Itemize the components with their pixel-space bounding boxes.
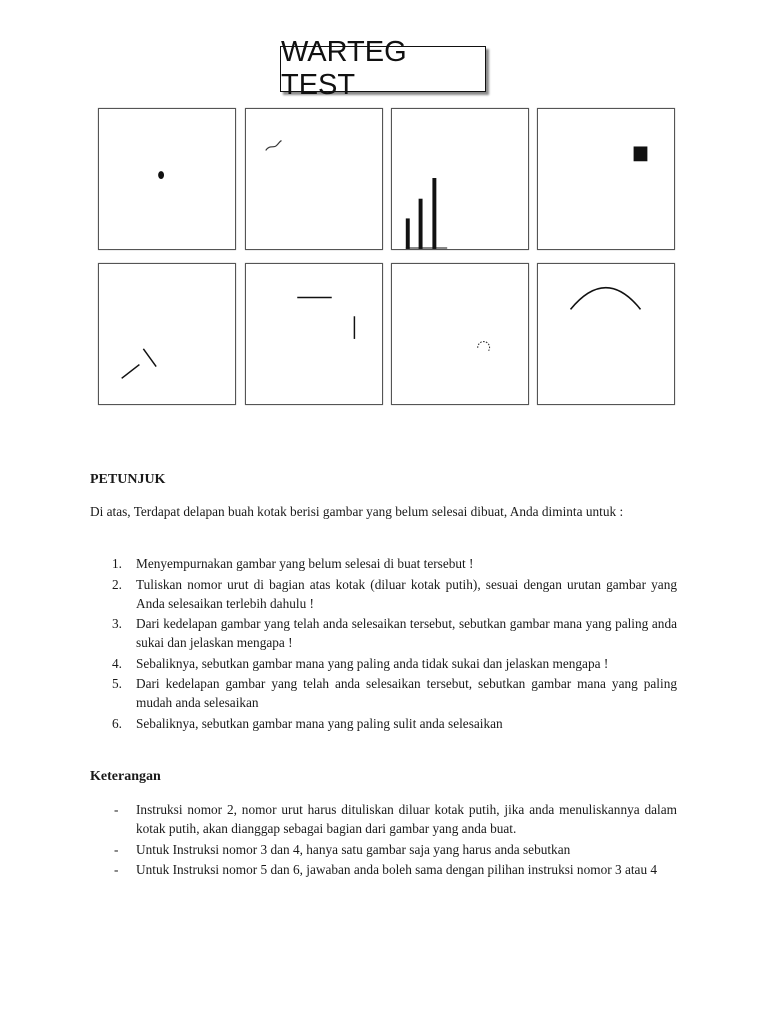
instruction-item	[90, 554, 677, 573]
instruction-number: 3.	[112, 616, 122, 631]
dot-stimulus	[99, 109, 235, 249]
instruction-text: Dari kedelapan gambar yang telah anda selesaikan tersebut, sebutkan gambar mana yang paling anda sukai dan jelaskan mengapa !	[136, 616, 677, 650]
dotted-arc-stimulus	[392, 264, 528, 404]
note-item	[90, 840, 677, 859]
instruction-item	[90, 714, 677, 733]
instruction-text: Dari kedelapan gambar yang telah anda selesaikan tersebut, sebutkan gambar mana yang paling mudah anda selesaikan	[136, 676, 677, 710]
stimulus-box-7-dotted-arc	[391, 263, 529, 405]
two-diagonal-lines-stimulus	[99, 264, 235, 404]
instruction-number: 1.	[112, 556, 122, 571]
instruction-text: Tuliskan nomor urut di bagian atas kotak (diluar kotak putih), sesuai dengan urutan gambar yang Anda selesaikan terlebih dahulu !	[136, 576, 677, 611]
instruction-text: Sebaliknya, sebutkan gambar mana yang paling sulit anda selesaikan	[136, 715, 503, 731]
note-item	[90, 800, 677, 838]
note-text: Instruksi nomor 2, nomor urut harus dituliskan diluar kotak putih, jika anda menuliskannya dalam kotak putih, akan dianggap sebagai bagian dari gambar yang anda buat.	[136, 802, 677, 836]
instruction-number: 5.	[112, 676, 122, 691]
horizontal-and-vertical-lines-stimulus	[246, 264, 382, 404]
stimulus-box-4-square	[537, 108, 675, 250]
instruction-item	[90, 614, 677, 652]
stimulus-box-1-dot	[98, 108, 236, 250]
instruction-item	[90, 654, 677, 673]
instruction-number: 6.	[112, 715, 122, 731]
note-bullet: -	[114, 841, 119, 857]
instructions-list	[90, 554, 677, 734]
instructions-intro: Di atas, Terdapat delapan buah kotak berisi gambar yang belum selesai dibuat, Anda diminta untuk :	[90, 504, 624, 519]
instruction-text: Sebaliknya, sebutkan gambar mana yang paling anda tidak sukai dan jelaskan mengapa !	[136, 655, 609, 671]
wavy-line-stimulus	[246, 109, 382, 249]
ascending-bars-stimulus	[392, 109, 528, 249]
notes-heading: Keterangan	[90, 769, 161, 784]
instruction-item	[90, 674, 677, 712]
notes-list	[90, 800, 677, 881]
note-text: Untuk Instruksi nomor 3 dan 4, hanya satu gambar saja yang harus anda sebutkan	[136, 841, 571, 857]
instructions-heading: PETUNJUK	[90, 472, 166, 487]
large-arc-stimulus	[538, 264, 674, 404]
small-square-stimulus	[538, 109, 674, 249]
page-title: WARTEG TEST	[280, 46, 486, 92]
stimulus-box-2-wavy-line	[245, 108, 383, 250]
stimulus-grid	[0, 0, 768, 420]
note-item	[90, 860, 677, 879]
note-bullet: -	[114, 802, 119, 817]
stimulus-box-6-lines	[245, 263, 383, 405]
note-text: Untuk Instruksi nomor 5 dan 6, jawaban anda boleh sama dengan pilihan instruksi nomor 3 atau 4	[136, 862, 658, 877]
instruction-number: 4.	[112, 655, 122, 671]
instruction-text: Menyempurnakan gambar yang belum selesai di buat tersebut !	[136, 556, 474, 571]
stimulus-box-5-diagonals	[98, 263, 236, 405]
instruction-number: 2.	[112, 576, 122, 592]
note-bullet: -	[114, 862, 119, 877]
stimulus-box-8-arc	[537, 263, 675, 405]
instruction-item	[90, 575, 677, 613]
stimulus-box-3-bars	[391, 108, 529, 250]
